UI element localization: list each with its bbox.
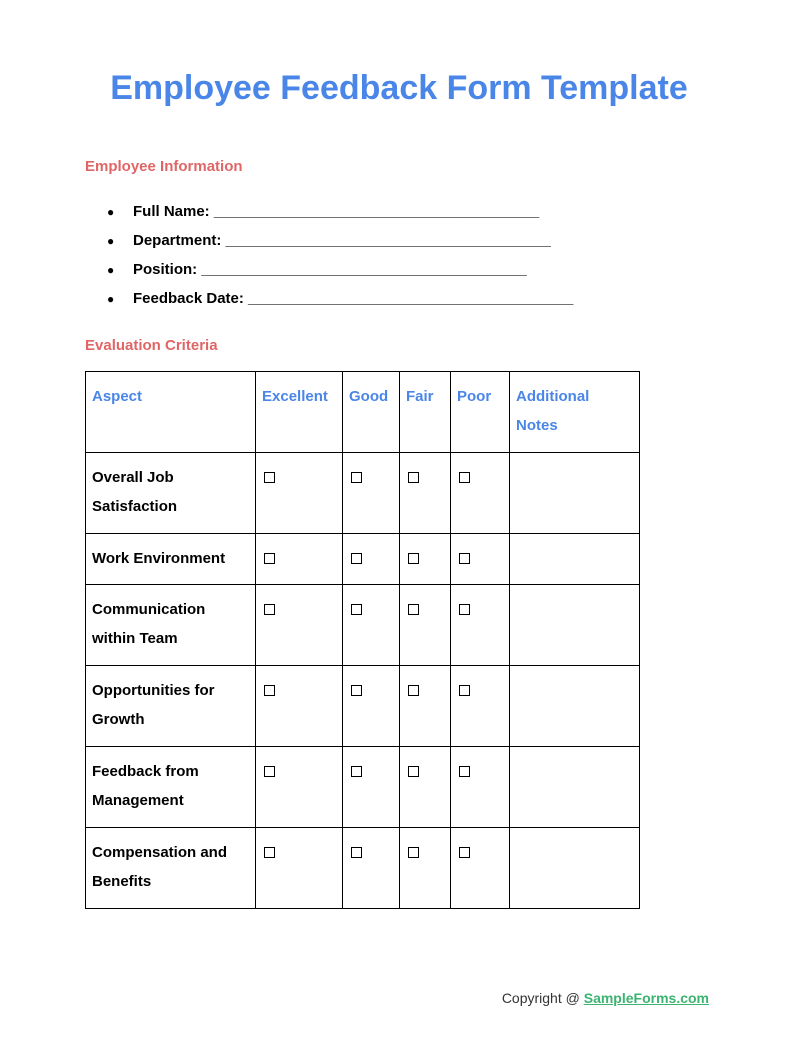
excellent-checkbox-cell[interactable] xyxy=(256,828,343,909)
bullet-icon: ● xyxy=(107,205,115,219)
page-title: Employee Feedback Form Template xyxy=(110,69,688,107)
position-field[interactable] xyxy=(85,258,573,287)
checkbox-icon[interactable] xyxy=(351,553,362,564)
good-checkbox-cell[interactable] xyxy=(343,585,400,666)
checkbox-icon[interactable] xyxy=(459,604,470,615)
column-header-additional-notes: Additional Notes xyxy=(510,372,640,453)
checkbox-icon[interactable] xyxy=(459,766,470,777)
field-label: Position: xyxy=(133,261,198,278)
checkbox-icon[interactable] xyxy=(351,685,362,696)
field-label: Feedback Date: xyxy=(133,290,244,307)
table-row xyxy=(86,747,640,828)
fair-checkbox-cell[interactable] xyxy=(400,747,451,828)
checkbox-icon[interactable] xyxy=(351,604,362,615)
excellent-checkbox-cell[interactable] xyxy=(256,453,343,534)
checkbox-icon[interactable] xyxy=(264,472,275,483)
checkbox-icon[interactable] xyxy=(351,472,362,483)
field-blank: _______________________________________ xyxy=(201,261,527,278)
good-checkbox-cell[interactable] xyxy=(343,453,400,534)
good-checkbox-cell[interactable] xyxy=(343,828,400,909)
checkbox-icon[interactable] xyxy=(351,766,362,777)
excellent-checkbox-cell[interactable] xyxy=(256,747,343,828)
checkbox-icon[interactable] xyxy=(264,553,275,564)
notes-cell[interactable] xyxy=(510,585,640,666)
employee-info-list xyxy=(85,200,573,316)
poor-checkbox-cell[interactable] xyxy=(451,453,510,534)
checkbox-icon[interactable] xyxy=(264,685,275,696)
column-header-aspect: Aspect xyxy=(86,372,256,453)
checkbox-icon[interactable] xyxy=(264,604,275,615)
fair-checkbox-cell[interactable] xyxy=(400,453,451,534)
fair-checkbox-cell[interactable] xyxy=(400,828,451,909)
excellent-checkbox-cell[interactable] xyxy=(256,666,343,747)
aspect-cell: Communication within Team xyxy=(86,585,256,666)
column-header-fair: Fair xyxy=(400,372,451,453)
table-row xyxy=(86,666,640,747)
notes-cell[interactable] xyxy=(510,666,640,747)
field-label: Full Name: xyxy=(133,203,210,220)
checkbox-icon[interactable] xyxy=(351,847,362,858)
fair-checkbox-cell[interactable] xyxy=(400,585,451,666)
checkbox-icon[interactable] xyxy=(408,604,419,615)
department-field[interactable] xyxy=(85,229,573,258)
evaluation-criteria-heading: Evaluation Criteria xyxy=(85,337,218,354)
sampleforms-link[interactable]: SampleForms.com xyxy=(583,990,709,1006)
excellent-checkbox-cell[interactable] xyxy=(256,534,343,585)
field-blank: _______________________________________ xyxy=(225,232,551,249)
field-blank: _______________________________________ xyxy=(248,290,574,307)
poor-checkbox-cell[interactable] xyxy=(451,747,510,828)
checkbox-icon[interactable] xyxy=(408,685,419,696)
field-blank: _______________________________________ xyxy=(213,203,540,220)
aspect-cell: Work Environment xyxy=(86,534,256,585)
poor-checkbox-cell[interactable] xyxy=(451,585,510,666)
notes-cell[interactable] xyxy=(510,747,640,828)
checkbox-icon[interactable] xyxy=(264,766,275,777)
employee-information-heading: Employee Information xyxy=(85,158,243,175)
notes-cell[interactable] xyxy=(510,534,640,585)
good-checkbox-cell[interactable] xyxy=(343,534,400,585)
notes-cell[interactable] xyxy=(510,828,640,909)
good-checkbox-cell[interactable] xyxy=(343,747,400,828)
full-name-field[interactable] xyxy=(85,200,573,229)
bullet-icon: ● xyxy=(107,292,115,306)
feedback-date-field[interactable] xyxy=(85,287,573,316)
aspect-cell: Compensation and Benefits xyxy=(86,828,256,909)
aspect-cell: Feedback from Management xyxy=(86,747,256,828)
aspect-cell: Overall Job Satisfaction xyxy=(86,453,256,534)
fair-checkbox-cell[interactable] xyxy=(400,666,451,747)
poor-checkbox-cell[interactable] xyxy=(451,666,510,747)
column-header-good: Good xyxy=(343,372,400,453)
checkbox-icon[interactable] xyxy=(408,472,419,483)
fair-checkbox-cell[interactable] xyxy=(400,534,451,585)
table-header-row xyxy=(86,372,640,453)
copyright-footer xyxy=(502,990,709,1006)
column-header-excellent: Excellent xyxy=(256,372,343,453)
table-row xyxy=(86,585,640,666)
table-row xyxy=(86,534,640,585)
table-row xyxy=(86,828,640,909)
checkbox-icon[interactable] xyxy=(459,847,470,858)
field-label: Department: xyxy=(133,232,222,249)
checkbox-icon[interactable] xyxy=(459,472,470,483)
evaluation-table xyxy=(85,371,640,909)
poor-checkbox-cell[interactable] xyxy=(451,534,510,585)
table-row xyxy=(86,453,640,534)
bullet-icon: ● xyxy=(107,234,115,248)
copyright-text: Copyright @ xyxy=(501,990,584,1006)
checkbox-icon[interactable] xyxy=(408,847,419,858)
checkbox-icon[interactable] xyxy=(408,553,419,564)
checkbox-icon[interactable] xyxy=(459,553,470,564)
excellent-checkbox-cell[interactable] xyxy=(256,585,343,666)
notes-cell[interactable] xyxy=(510,453,640,534)
column-header-poor: Poor xyxy=(451,372,510,453)
aspect-cell: Opportunities for Growth xyxy=(86,666,256,747)
checkbox-icon[interactable] xyxy=(264,847,275,858)
bullet-icon: ● xyxy=(107,263,115,277)
checkbox-icon[interactable] xyxy=(459,685,470,696)
poor-checkbox-cell[interactable] xyxy=(451,828,510,909)
good-checkbox-cell[interactable] xyxy=(343,666,400,747)
checkbox-icon[interactable] xyxy=(408,766,419,777)
